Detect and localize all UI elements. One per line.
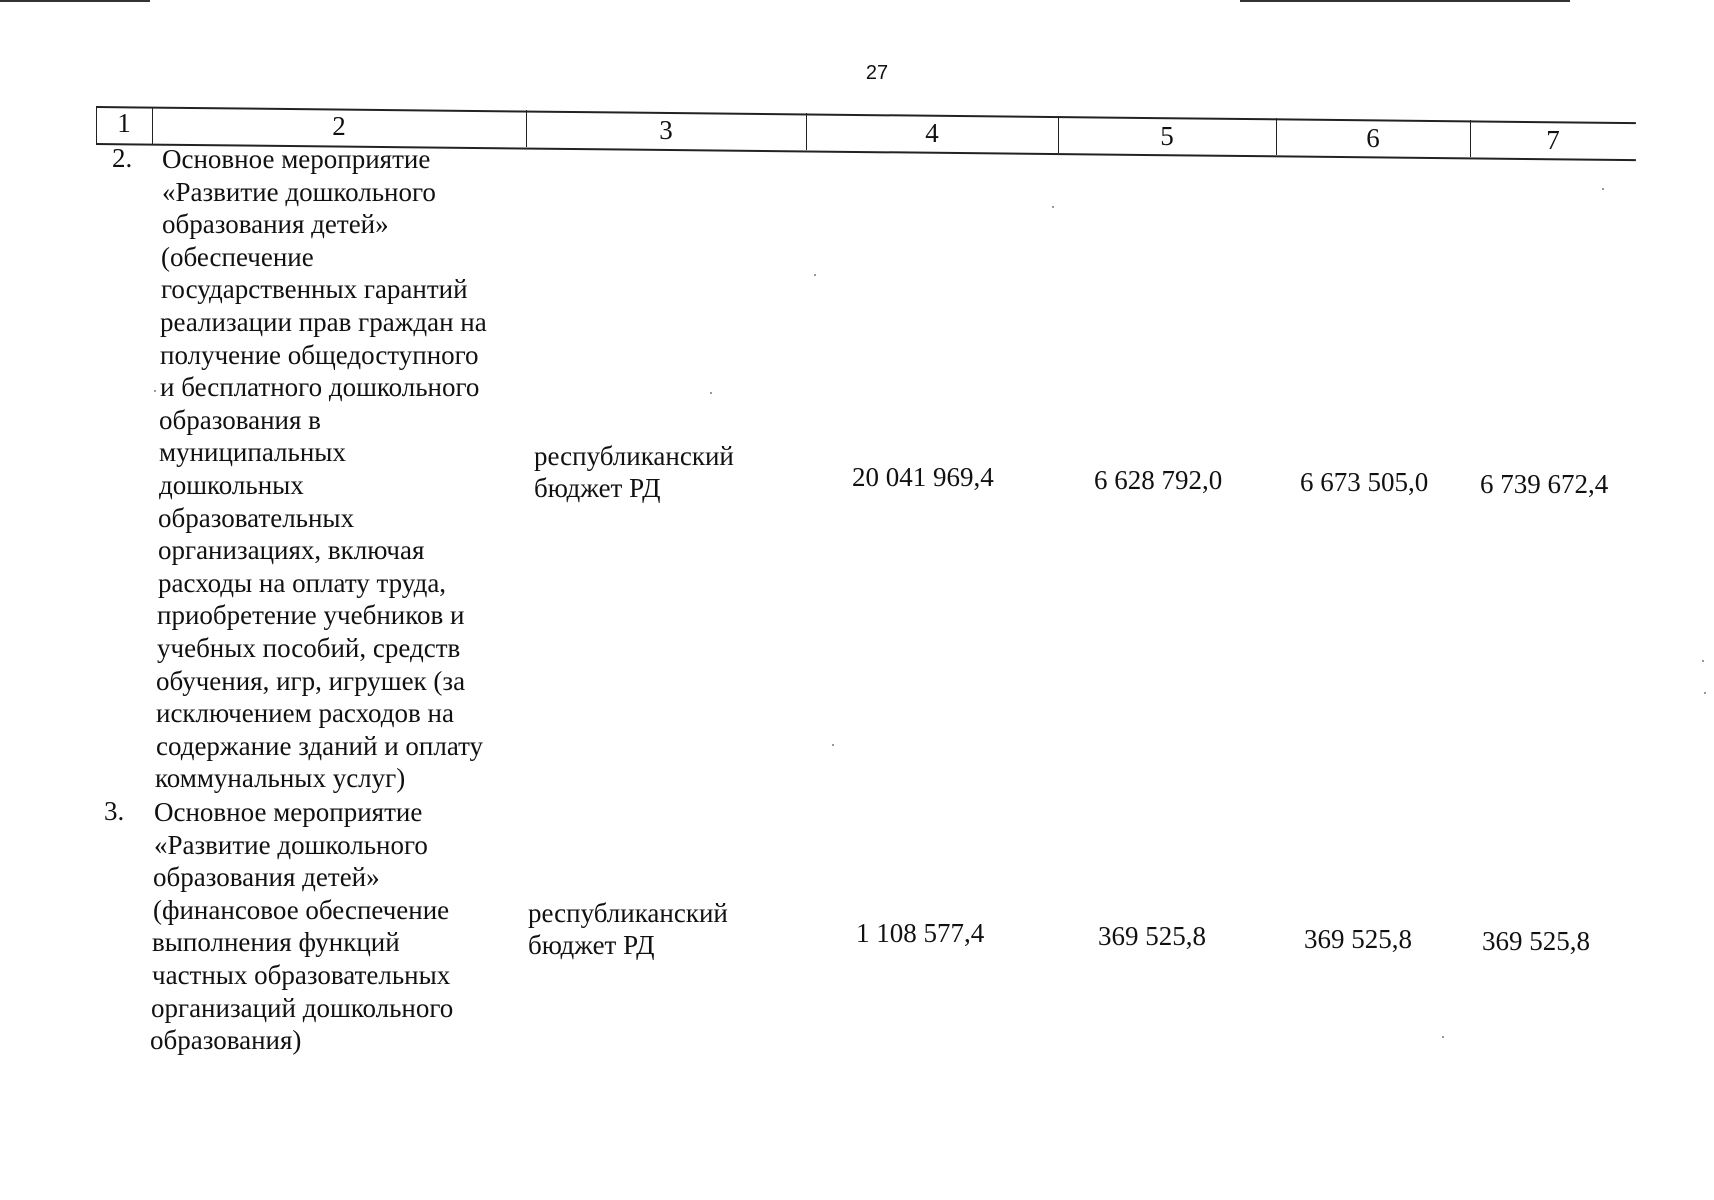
- value-col6: 369 525,8: [1304, 924, 1412, 954]
- description-line: образования детей»: [162, 209, 389, 240]
- value-col6: 6 673 505,0: [1300, 467, 1429, 497]
- column-header-7: 7: [1546, 125, 1560, 155]
- scan-speck: [1704, 692, 1706, 694]
- scan-speck: [154, 390, 156, 392]
- column-header-1: 1: [117, 108, 131, 138]
- description-line: реализации прав граждан на: [160, 306, 487, 337]
- description-line: государственных гарантий: [161, 274, 468, 305]
- description-line: Основное мероприятие: [154, 797, 423, 827]
- column-header-5: 5: [1160, 121, 1174, 151]
- value-col7: 369 525,8: [1482, 926, 1590, 956]
- description-line: (обеспечение: [161, 241, 314, 272]
- description-line: образовательных: [158, 502, 355, 533]
- description-line: образования): [150, 1025, 302, 1056]
- description-line: исключением расходов на: [156, 698, 454, 729]
- source-line: бюджет РД: [534, 473, 661, 503]
- description-line: (финансовое обеспечение: [153, 894, 450, 925]
- funding-source: [528, 897, 768, 961]
- column-header-4: 4: [925, 118, 939, 148]
- funding-source: [534, 440, 774, 504]
- description-line: образования детей»: [153, 862, 380, 893]
- scan-speck: [1602, 188, 1604, 190]
- description-line: выполнения функций: [152, 927, 400, 958]
- row-number: 3.: [104, 796, 125, 826]
- value-total: 1 108 577,4: [856, 918, 985, 948]
- description-line: расходы на оплату труда,: [158, 567, 447, 598]
- description-line: коммунальных услуг): [155, 763, 406, 794]
- description-line: Основное мероприятие: [162, 144, 431, 174]
- source-line: республиканский: [534, 441, 734, 471]
- column-divider: [806, 113, 807, 150]
- row-number: 2.: [112, 143, 133, 173]
- column-divider: [1470, 120, 1471, 157]
- source-line: республиканский: [528, 898, 728, 928]
- description-line: содержание зданий и оплату: [156, 730, 484, 761]
- scan-speck: [1702, 660, 1704, 662]
- description-line: получение общедоступного: [160, 339, 479, 370]
- description-line: обучения, игр, игрушек (за: [156, 665, 466, 696]
- description-line: частных образовательных: [152, 959, 451, 990]
- description-line: организациях, включая: [158, 535, 425, 566]
- column-divider: [96, 107, 97, 144]
- description-line: дошкольных: [159, 469, 304, 500]
- row-description: [155, 143, 520, 795]
- description-line: «Развитие дошкольного: [154, 829, 428, 860]
- page-number: 27: [865, 62, 889, 84]
- column-divider: [1058, 116, 1059, 153]
- scan-speck: [814, 274, 816, 276]
- description-line: «Развитие дошкольного: [162, 176, 436, 207]
- value-total: 20 041 969,4: [852, 462, 994, 492]
- scan-speck: [1052, 206, 1054, 208]
- description-line: организаций дошкольного: [151, 992, 454, 1023]
- row-description: [150, 796, 513, 1057]
- value-col7: 6 739 672,4: [1480, 469, 1609, 499]
- column-divider: [526, 110, 527, 147]
- column-header-2: 2: [332, 111, 346, 141]
- column-divider: [1276, 118, 1277, 155]
- value-col5: 369 525,8: [1098, 921, 1206, 951]
- value-col5: 6 628 792,0: [1094, 465, 1223, 495]
- scan-speck: [1442, 1036, 1444, 1038]
- table-header-row: [0, 0, 1714, 160]
- description-line: учебных пособий, средств: [157, 632, 461, 663]
- description-line: приобретение учебников и: [157, 600, 465, 631]
- description-line: муниципальных: [159, 437, 346, 468]
- description-line: и бесплатного дошкольного: [160, 372, 480, 403]
- column-header-3: 3: [659, 115, 673, 145]
- column-header-6: 6: [1366, 123, 1380, 153]
- scan-speck: [710, 392, 712, 394]
- source-line: бюджет РД: [528, 930, 655, 960]
- description-line: образования в: [159, 404, 321, 435]
- scan-speck: [832, 744, 834, 746]
- column-divider: [152, 107, 153, 144]
